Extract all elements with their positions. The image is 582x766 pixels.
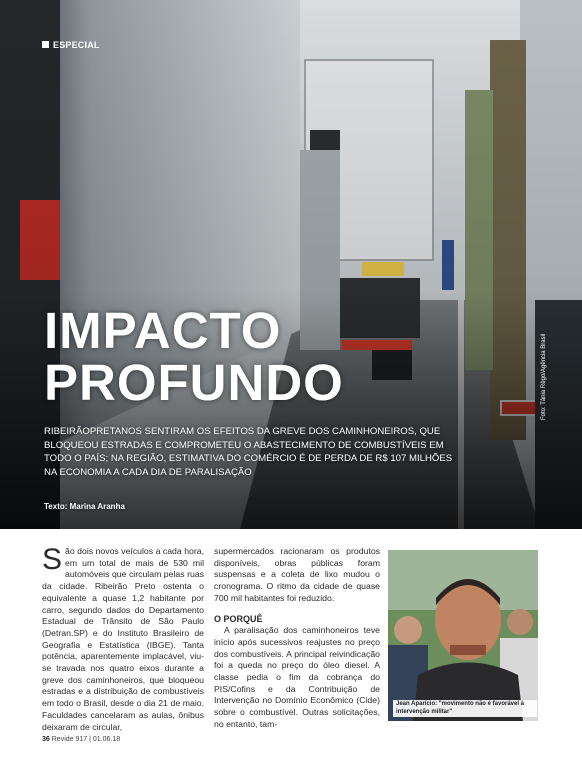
photo-credit: Foto: Tânia Rêgo/Agência Brasil	[541, 333, 547, 420]
headline-line-1: IMPACTO	[44, 302, 282, 359]
byline: Texto: Marina Aranha	[44, 502, 125, 511]
page-number: 36	[42, 736, 50, 743]
body-column-1	[42, 543, 204, 733]
portrait-illustration	[388, 550, 538, 721]
subhead: O PORQUÊ	[214, 613, 263, 624]
body-col1-text: ão dois novos veículos a cada hora, em um total de mais de 530 mil automóveis que circulam pelas ruas da cidade. Ribeirão Preto ostenta o equivalente a quase 1,2 habitante por carro, segundo dados do Departamento Estadual de Trânsito de São Paulo (Detran.SP) e do Instituto Brasileiro de Geografia e Estatística (IBGE). Tanta potência, aparentemente implacável, viu-se travada nos quatro eixos durante a greve dos caminhoneiros, que bloqueou estradas e a distribuição de combustíveis em todo o Brasil, desde o dia 21 de maio. Faculdades cancelaram as aulas, ônibus deixaram de circular,	[42, 546, 204, 732]
magazine-name: Revide 917	[51, 736, 88, 743]
body-col2-text-a: supermercados racionaram os produtos disponíveis, obras públicas foram suspensas e a coleta de lixo mudou o cronograma. O ritmo da cidade de quase 700 mil habitantes foi reduzido.	[214, 546, 380, 603]
headline	[44, 302, 344, 411]
body-column-2	[214, 546, 380, 731]
issue-date: 01.06.18	[92, 736, 121, 743]
page-footer: 36 Revide 917 | 01.06.18	[42, 736, 121, 743]
inset-caption: Jean Aparício: "movimento não é favorável à intervenção militar"	[393, 700, 537, 717]
section-tag	[42, 40, 100, 50]
dropcap: S	[42, 543, 63, 576]
section-square-icon	[42, 41, 49, 48]
section-label: ESPECIAL	[53, 40, 100, 50]
lede: RIBEIRÃOPRETANOS SENTIRAM OS EFEITOS DA GREVE DOS CAMINHONEIROS, QUE BLOQUEOU ESTRADAS E COMPROMETEU O ABASTECIMENTO DE COMBUSTÍVEIS EM TODO O PAÍS; NA REGIÃO, ESTIMATIVA DO COMÉRCIO É DE PERDA DE R$ 107 MILHÕES NA ECONOMIA A CADA DIA DE PARALISAÇÃO	[44, 426, 453, 478]
inset-photo-portrait	[388, 550, 538, 721]
headline-line-2: PROFUNDO	[44, 354, 344, 411]
body-col2-text-b: A paralisação dos caminhoneiros teve início após sucessivos reajustes no preço dos combustíveis. A principal reivindicação foi a queda no preço do óleo diesel. A classe pedia o fim da cobrança do PIS/Cofins e da Contribuição de Intervenção no Domínio Econômico (Cide) sobre o combustível. Outras solicitações, no entanto, tam-	[214, 625, 380, 729]
